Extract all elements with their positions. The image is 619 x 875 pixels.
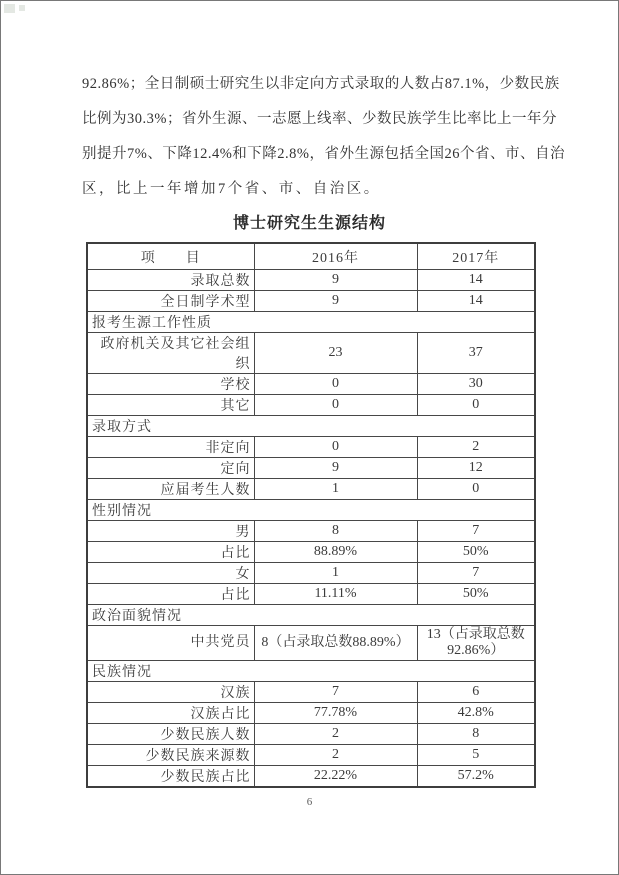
row-label: 女 [87,563,254,584]
value-2016: 2 [254,745,417,766]
row-label: 男 [87,521,254,542]
value-2016: 0 [254,374,417,395]
section-label: 政治面貌情况 [87,605,535,626]
paragraph-line: 比例为30.3%；省外生源、一志愿上线率、少数民族学生比率比上一年分 [82,111,557,127]
value-2017: 57.2% [417,766,535,788]
table-header-row [87,243,535,270]
table-row [87,766,535,788]
table-row [87,626,535,661]
row-label: 政府机关及其它社会组织 [87,333,254,374]
source-table-body [87,270,535,788]
value-2016: 7 [254,682,417,703]
value-2016: 9 [254,270,417,291]
value-2016: 1 [254,563,417,584]
section-label: 性别情况 [87,500,535,521]
row-label: 其它 [87,395,254,416]
table-section-row [87,661,535,682]
value-2017: 14 [417,270,535,291]
paragraph-line: 92.86%；全日制硕士研究生以非定向方式录取的人数占87.1%，少数民族 [82,76,560,92]
value-2016: 0 [254,437,417,458]
value-2016: 8（占录取总数88.89%） [254,626,417,661]
value-2016: 1 [254,479,417,500]
row-label: 占比 [87,542,254,563]
column-header-2017: 2017年 [417,243,535,270]
value-2017: 2 [417,437,535,458]
row-label: 应届考生人数 [87,479,254,500]
row-label: 少数民族来源数 [87,745,254,766]
table-row [87,291,535,312]
value-2017: 6 [417,682,535,703]
value-2017: 8 [417,724,535,745]
value-2017: 0 [417,395,535,416]
value-2017: 7 [417,563,535,584]
column-header-2016: 2016年 [254,243,417,270]
table-row [87,745,535,766]
value-2017: 7 [417,521,535,542]
table-row [87,374,535,395]
row-label: 全日制学术型 [87,291,254,312]
value-2017: 0 [417,479,535,500]
value-2017: 30 [417,374,535,395]
table-row [87,563,535,584]
table-row [87,437,535,458]
table-row [87,724,535,745]
scan-artifact [19,5,25,11]
value-2016: 22.22% [254,766,417,788]
row-label: 占比 [87,584,254,605]
table-row [87,703,535,724]
value-2016: 0 [254,395,417,416]
value-2016: 11.11% [254,584,417,605]
value-2016: 2 [254,724,417,745]
value-2017: 5 [417,745,535,766]
table-section-row [87,312,535,333]
section-label: 民族情况 [87,661,535,682]
table-section-row [87,500,535,521]
value-2016: 9 [254,291,417,312]
table-title: 博士研究生生源结构 [232,215,386,232]
table-row [87,458,535,479]
value-2016: 9 [254,458,417,479]
value-2017: 50% [417,542,535,563]
row-label: 学校 [87,374,254,395]
value-2017: 50% [417,584,535,605]
value-2016: 8 [254,521,417,542]
value-2017: 13（占录取总数92.86%） [417,626,535,661]
value-2016: 77.78% [254,703,417,724]
table-row [87,682,535,703]
page-number: 6 [306,796,313,808]
section-label: 录取方式 [87,416,535,437]
table-row [87,542,535,563]
table-row [87,521,535,542]
row-label: 录取总数 [87,270,254,291]
section-label: 报考生源工作性质 [87,312,535,333]
paragraph-line: 别提升7%、下降12.4%和下降2.8%，省外生源包括全国26个省、市、自治 [82,146,565,162]
value-2017: 14 [417,291,535,312]
table-row [87,479,535,500]
value-2017: 37 [417,333,535,374]
row-label: 少数民族占比 [87,766,254,788]
table-row [87,395,535,416]
column-header-item: 项 目 [87,243,254,270]
row-label: 非定向 [87,437,254,458]
row-label: 少数民族人数 [87,724,254,745]
value-2017: 12 [417,458,535,479]
paragraph-line: 区，比上一年增加7个省、市、自治区。 [82,181,381,197]
body-paragraph [82,67,565,207]
row-label: 汉族占比 [87,703,254,724]
table-row [87,270,535,291]
table-row [87,584,535,605]
value-2017: 42.8% [417,703,535,724]
table-section-row [87,416,535,437]
table-row [87,333,535,374]
table-section-row [87,605,535,626]
value-2016: 88.89% [254,542,417,563]
row-label: 定向 [87,458,254,479]
row-label: 汉族 [87,682,254,703]
value-2016: 23 [254,333,417,374]
doctoral-source-table [86,242,536,788]
scan-artifact [4,4,15,13]
row-label: 中共党员 [87,626,254,661]
